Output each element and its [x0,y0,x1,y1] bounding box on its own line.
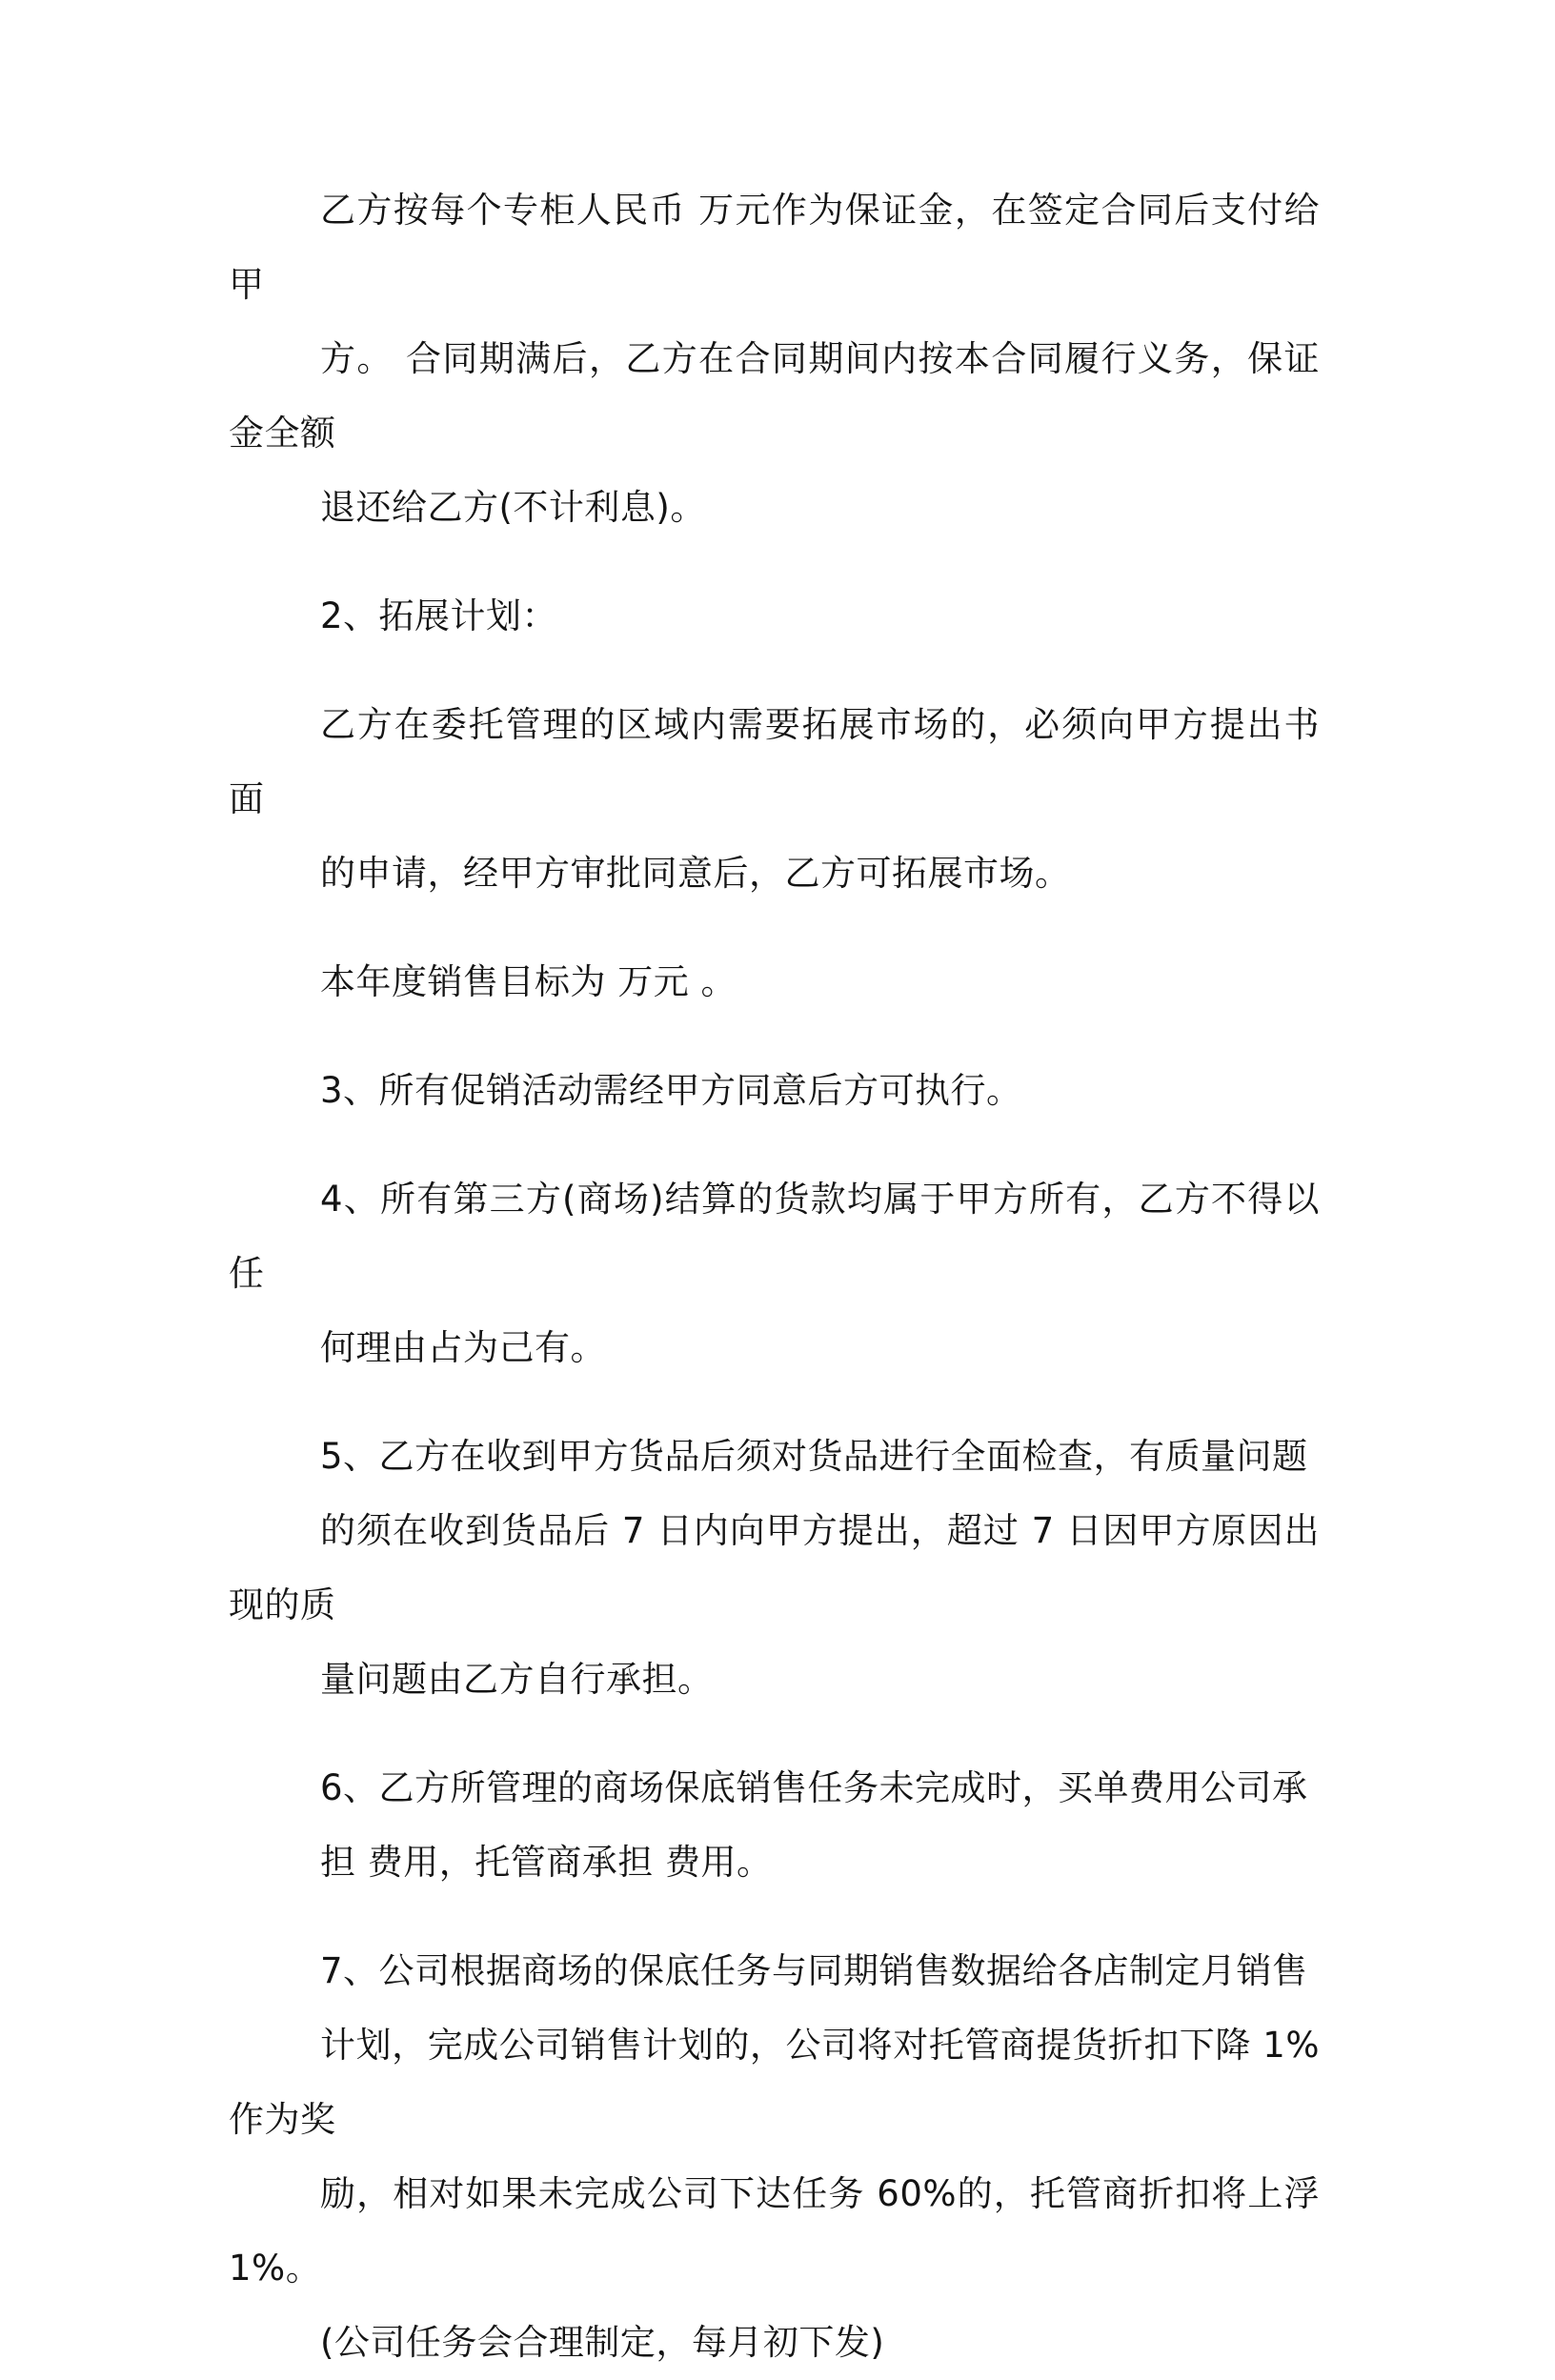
text-line: 6、乙方所管理的商场保底销售任务未完成时，买单费用公司承 [320,1767,1308,1808]
text-line: 的须在收到货品后 7 日内向甲方提出，超过 7 日因甲方原因出现的质 [229,1510,1320,1625]
text-line: 3、所有促销活动需经甲方同意后方可执行。 [320,1070,1022,1111]
text-line: (公司任务会合理制定，每月初下发) [320,2322,885,2363]
text-line: 乙方按每个专柜人民币 万元作为保证金，在签定合同后支付给甲 [229,190,1320,305]
text-line: 何理由占为己有。 [320,1327,606,1368]
text-line: 的申请，经甲方审批同意后，乙方可拓展市场。 [320,853,1071,894]
text-line: 方。 合同期满后，乙方在合同期间内按本合同履行义务，保证金全额 [229,338,1320,454]
paragraph-deposit [229,173,1320,545]
text-line: 退还给乙方(不计利息)。 [320,487,706,528]
text-line: 7、公司根据商场的保底任务与同期销售数据给各店制定月销售 [320,1950,1308,1991]
text-line: 本年度销售目标为 万元 。 [320,961,737,1002]
paragraph-expansion-body [229,688,1320,911]
paragraph-sales-target [229,945,1320,1019]
text-line: 励，相对如果未完成公司下达任务 60%的，托管商折扣将上浮 1%。 [229,2173,1320,2289]
paragraph-clause-4 [229,1162,1320,1385]
text-line: 4、所有第三方(商场)结算的货款均属于甲方所有，乙方不得以任 [229,1179,1320,1294]
paragraph-expansion-heading [229,579,1320,654]
text-line: 2、拓展计划： [320,595,558,636]
text-line: 乙方在委托管理的区域内需要拓展市场的，必须向甲方提出书面 [229,704,1320,819]
contract-body [229,173,1320,2380]
paragraph-clause-5 [229,1420,1320,1717]
paragraph-clause-7 [229,1934,1320,2380]
text-line: 5、乙方在收到甲方货品后须对货品进行全面检查，有质量问题 [320,1436,1308,1477]
paragraph-clause-6 [229,1751,1320,1900]
text-line: 担 费用，托管商承担 费用。 [320,1842,773,1883]
text-line: 计划，完成公司销售计划的，公司将对托管商提货折扣下降 1%作为奖 [229,2025,1320,2140]
paragraph-clause-3 [229,1054,1320,1128]
text-line: 量问题由乙方自行承担。 [320,1659,714,1700]
